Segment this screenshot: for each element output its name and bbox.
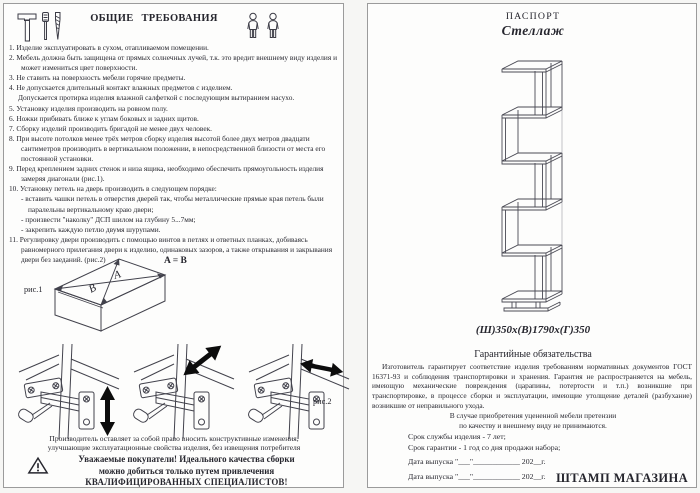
quality-warning	[49, 454, 324, 489]
release-date-line-1: Дата выпуска "___"____________ 202__г.	[408, 457, 546, 466]
discount-note	[368, 411, 698, 430]
shelf-unit-drawing	[492, 53, 576, 313]
requirement-item-2: 2. Мебель должна быть защищена от прямых солнечных лучей, т.к. это вредит внешнему виду изделия и может измениться цвет поверхности.	[9, 53, 338, 73]
svg-text:A: A	[112, 268, 123, 282]
discount-note-line-1: В случае приобретения уцененной мебели претензии	[449, 411, 617, 420]
page-title: ОБЩИЕ ТРЕБОВАНИЯ	[90, 13, 218, 24]
requirement-item-8: 8. При высоте потолков менее трёх метров сборку изделия высотой более двух метров двадцати сантиметров производить в вертикальном положении, в непосредственной близости от места его постоянной установки.	[9, 133, 326, 164]
requirement-item-4: 4. Не допускается длительный контакт влажных предметов с изделием.	[9, 83, 233, 93]
requirement-item-10-sub-2: - произвести "наколку" ДСП шилом на глубину 5...7мм;	[21, 214, 196, 224]
hinge-diagonal-adjust-drawing	[131, 342, 236, 442]
diagonal-check-drawing	[49, 253, 169, 335]
discount-note-line-2: по качеству и внешнему виду не принимаются.	[459, 420, 607, 430]
warning-line-1: Уважаемые покупатели! Идеального качества сборки	[78, 454, 295, 464]
warning-line-2: можно добиться только путем привлечения	[98, 465, 275, 476]
release-date-line-2: Дата выпуска "___"____________ 202__г.	[408, 472, 546, 481]
warning-line-3: КВАЛИФИЦИРОВАННЫХ СПЕЦИАЛИСТОВ!	[85, 477, 288, 487]
requirement-item-1: 1. Изделие эксплуатировать в сухом, отапливаемом помещении.	[9, 43, 209, 52]
manufacturer-disclaimer-line-2: улучшающие эксплуатационные свойства изделия, без извещения потребителя	[47, 443, 301, 452]
requirement-item-7: 7. Сборку изделий производить бригадой не менее двух человек.	[9, 123, 212, 133]
warranty-period: Срок гарантии - 1 год со дня продажи набора;	[408, 443, 561, 452]
warning-triangle-icon	[27, 456, 49, 475]
requirement-item-6: 6. Ножки прибивать ближе к углам боковых и задних щитов.	[9, 113, 199, 123]
two-persons-icon	[243, 12, 283, 41]
requirement-item-10-sub-1: - вставить чашки петель в отверстия дверей так, чтобы металлические прямые края петель были паралельны вертикальному краю двери;	[21, 194, 324, 214]
hinge-horizontal-adjust-drawing	[246, 342, 351, 442]
requirement-item-10: 10. Установку петель на дверь производить в следующем порядке:	[9, 184, 217, 194]
product-name: Стеллаж	[501, 23, 565, 38]
fig1-label: рис.1	[24, 285, 43, 294]
requirement-item-4-note: Допускается протирка изделия влажной салфеткой с последующим вытиранием насухо.	[18, 93, 295, 103]
store-stamp-label: ШТАМП МАГАЗИНА	[556, 471, 688, 485]
warranty-text: Изготовитель гарантирует соответствие изделия требованиям нормативных документов ГОСТ 16371-93 и соблюдения транспортировки и хранения. Гарантия не распространяется на мебель, имеющую механические повреждения (царапины, потертости и т.п.) возникшие при транспортировке, в процессе сборки и эксплуатации, имеющие утолщение деталей (разбухание) возникшие от неправильного ухода.	[372, 362, 692, 410]
requirement-item-5: 5. Установку изделия производить на ровном полу.	[9, 103, 168, 113]
passport-page	[367, 3, 697, 488]
requirements-list	[9, 43, 341, 265]
svg-text:B: B	[86, 281, 99, 296]
requirement-item-10-sub-3: - закрепить каждую петлю двумя шурупами.	[21, 224, 161, 234]
passport-title: ПАСПОРТ	[505, 11, 561, 22]
requirement-item-3: 3. Не ставить на поверхность мебели горячие предметы.	[9, 73, 186, 83]
manufacturer-disclaimer-line-1: Производитель оставляет за собой право вносить конструктивные изменения,	[49, 434, 299, 443]
general-requirements-page	[3, 3, 344, 488]
service-life: Срок службы изделия - 7 лет;	[408, 432, 506, 441]
fig1-caption: A = B	[164, 256, 187, 266]
warranty-title: Гарантийные обязательства	[474, 349, 592, 360]
hinge-vertical-adjust-drawing	[16, 342, 121, 442]
requirement-item-9: 9. Перед креплением задних стенок и низа ящика, необходимо обеспечить прямоугольность изделия замеряя диагонали (рис.1).	[9, 164, 324, 184]
requirement-item-11: 11. Регулировку двери производить с помощью винтов в петлях и ответных планках, добиваясь равномерного прилегания двери к изделию, одинаковых зазоров, а также открывания и закрывания двери без заеданий. (рис.2)	[9, 234, 333, 264]
fig2-label: рис.2	[313, 397, 332, 406]
product-dimensions: (Ш)350х(В)1790х(Г)350	[475, 324, 591, 336]
